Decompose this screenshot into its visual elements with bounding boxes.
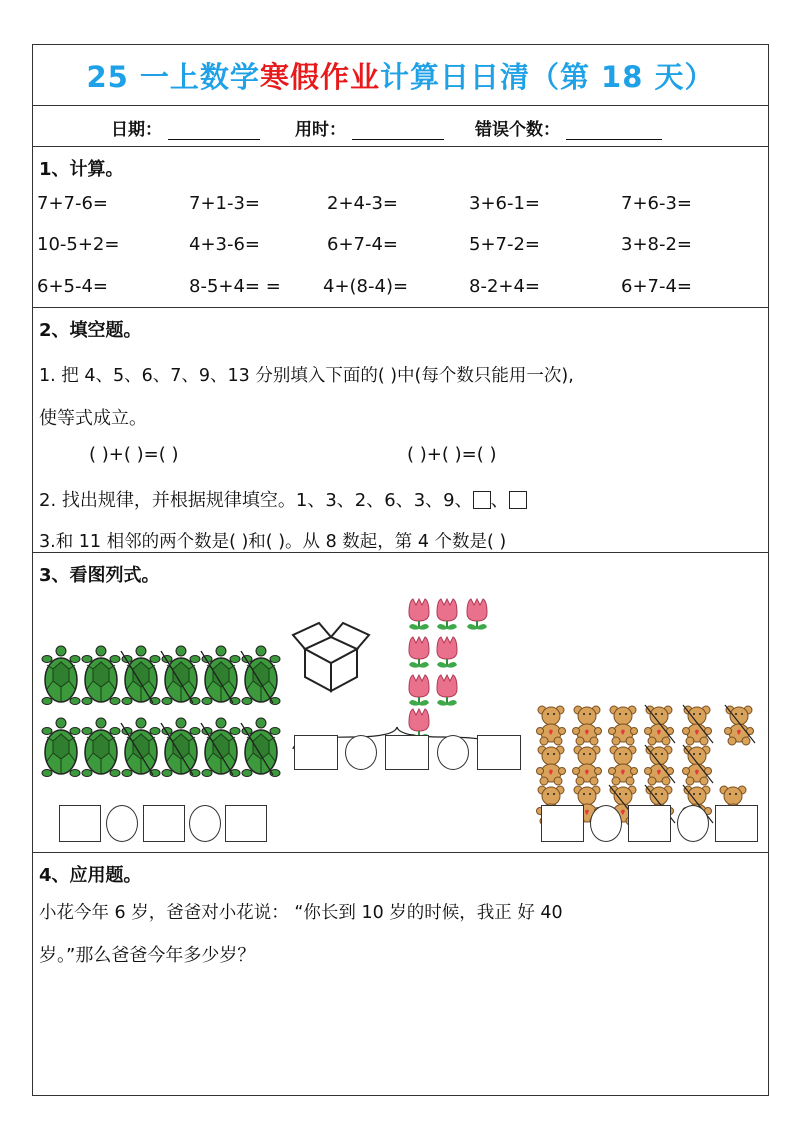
operator-circle[interactable] [189, 805, 221, 842]
tulip-icon [437, 637, 457, 668]
bear-icon [683, 746, 712, 785]
calc-item: 8-5+4= = [189, 276, 281, 297]
section4-heading: 4、应用题。 [39, 865, 142, 886]
worksheet [32, 44, 769, 1096]
errors-label: 错误个数： [475, 120, 560, 140]
turtle-icon [82, 646, 120, 705]
section3-heading: 3、看图列式。 [39, 565, 160, 586]
q1-equation-2: ( )+( )=( ) [407, 444, 497, 465]
errors-blank[interactable] [566, 121, 662, 140]
operator-circle[interactable] [677, 805, 709, 842]
turtle-icon [242, 646, 280, 705]
calc-item: 7+6-3= [621, 193, 693, 214]
title-part-grade: 25 一上数学 [86, 60, 260, 94]
page-title [33, 55, 768, 96]
date-blank[interactable] [168, 121, 260, 140]
date-label: 日期： [111, 120, 162, 140]
section-picture-equation [33, 553, 768, 853]
tulip-icon [437, 675, 457, 706]
operator-circle[interactable] [106, 805, 138, 842]
calc-item: 8-2+4= [469, 276, 541, 297]
operator-circle[interactable] [590, 805, 622, 842]
bear-icon [725, 706, 754, 745]
tulip-icon [409, 599, 429, 630]
operator-circle[interactable] [437, 735, 469, 770]
title-row [33, 45, 768, 106]
calc-item: 3+8-2= [621, 234, 693, 255]
bear-icon [609, 706, 638, 745]
calc-item: 4+3-6= [189, 234, 261, 255]
bear-icon [609, 746, 638, 785]
time-label: 用时： [295, 120, 346, 140]
q2-separator: 、 [490, 490, 509, 511]
calc-item: 5+7-2= [469, 234, 541, 255]
tulip-icon [467, 599, 487, 630]
section-calculation [33, 147, 768, 308]
bear-icon [573, 746, 602, 785]
calc-item: 3+6-1= [469, 193, 541, 214]
turtle-icon [122, 646, 160, 705]
bear-icon [537, 746, 566, 785]
answer-box[interactable] [628, 805, 671, 842]
title-part-day: 计算日日清（第 18 天） [379, 60, 715, 94]
bear-icon [645, 706, 674, 745]
answer-box[interactable] [477, 735, 521, 770]
q3-line: 3.和 11 相邻的两个数是( )和( )。从 8 数起，第 4 个数是( ) [39, 532, 507, 552]
calc-item: 6+7-4= [621, 276, 693, 297]
turtle-icon [202, 718, 240, 777]
tulip-icon [409, 675, 429, 706]
q2-line [39, 486, 527, 512]
time-field [295, 115, 444, 140]
turtle-icon [82, 718, 120, 777]
calc-item: 10-5+2= [37, 234, 120, 255]
turtle-icon [42, 718, 80, 777]
calc-item: 4+(8-4)= [323, 276, 409, 297]
bear-icon [645, 746, 674, 785]
section2-heading: 2、填空题。 [39, 320, 142, 341]
errors-field [475, 115, 662, 140]
bear-icon [683, 706, 712, 745]
turtle-icon [242, 718, 280, 777]
operator-circle[interactable] [345, 735, 377, 770]
gift-box-icon [293, 623, 369, 691]
answer-box[interactable] [715, 805, 758, 842]
q1-equation-1: ( )+( )=( ) [89, 444, 179, 465]
calc-item: 7+7-6= [37, 193, 109, 214]
q2-text: 2. 找出规律，并根据规律填空。1、3、2、6、3、9、 [39, 490, 473, 511]
problem-line1: 小花今年 6 岁，爸爸对小花说： “你长到 10 岁的时候，我正 好 40 [39, 903, 563, 923]
calc-item: 6+5-4= [37, 276, 109, 297]
answer-square[interactable] [509, 491, 527, 509]
time-blank[interactable] [352, 121, 444, 140]
answer-box[interactable] [225, 805, 267, 842]
turtle-icon [162, 718, 200, 777]
info-row [33, 106, 768, 147]
turtle-icon [122, 718, 160, 777]
answer-box[interactable] [143, 805, 185, 842]
answer-box[interactable] [541, 805, 584, 842]
date-field [111, 115, 260, 140]
turtle-icon [162, 646, 200, 705]
calc-item: 6+7-4= [327, 234, 399, 255]
title-part-homework: 寒假作业 [259, 60, 380, 94]
q1-line1: 1. 把 4、5、6、7、9、13 分别填入下面的( )中(每个数只能用一次), [39, 366, 574, 386]
section-word-problem [33, 853, 768, 1097]
bear-icon [537, 706, 566, 745]
tulip-icon [409, 637, 429, 668]
q1-line2: 使等式成立。 [39, 408, 147, 429]
tulip-icon [437, 599, 457, 630]
bear-icon [573, 706, 602, 745]
section-fill-blank [33, 308, 768, 553]
turtle-icon [202, 646, 240, 705]
answer-area[interactable] [39, 973, 759, 1091]
answer-box[interactable] [385, 735, 429, 770]
turtle-icon [42, 646, 80, 705]
calc-item: 2+4-3= [327, 193, 399, 214]
answer-box[interactable] [294, 735, 338, 770]
turtle-group [41, 645, 281, 795]
problem-line2: 岁。”那么爸爸今年多少岁？ [39, 945, 256, 966]
answer-box[interactable] [59, 805, 101, 842]
answer-square[interactable] [473, 491, 491, 509]
calc-item: 7+1-3= [189, 193, 261, 214]
section1-heading: 1、计算。 [39, 159, 124, 180]
